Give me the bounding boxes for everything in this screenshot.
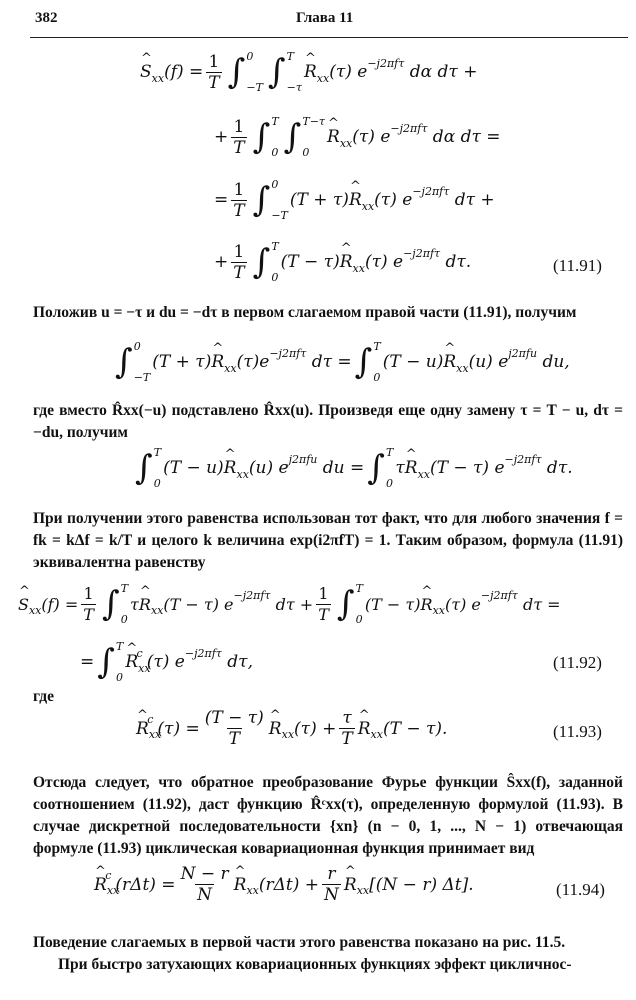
equation-11-91-line-4: + $\frac{1}{T}$ ∫ T 0 (T − τ) ^ R xx (τ) e −j2πfτ dτ. <box>214 240 471 284</box>
equation-substitution-1: ∫ 0 −T (T + τ) ^ R xx (τ)e −j2πfτ dτ = ∫ T 0 (T − u) ^ R xx (u) e j2πfu du, <box>112 340 570 384</box>
paragraph-substitution-1: Положив u = −τ и du = −dτ в первом слагаемом правой части (11.91), получим <box>33 304 577 321</box>
equation-11-91-line-3: = $\frac{1}{T}$ ∫ 0 −T (T + τ) ^ R xx (τ) e −j2πfτ dτ + <box>214 178 495 222</box>
equation-11-91-line-1: ^ S xx (f) = $\frac{1}{T}$ ∫ 0 −T ∫ T −τ ^ R xx (τ) e −j2πfτ dα dτ + <box>140 50 477 94</box>
paragraph-where: где <box>33 688 54 705</box>
paragraph-figure-reference: Поведение слагаемых в первой части этого равенства показано на рис. 11.5. <box>33 934 566 951</box>
equation-11-92-line-1: ^ S xx (f) = $\frac{1}{T}$ ∫ T 0 τ ^ R xx (T − τ) e −j2πfτ dτ + $\frac{1}{T}$ ∫ T 0 (T − τ) ^ R xx (τ) e −j2πfτ dτ = <box>18 582 561 626</box>
equation-11-93: ^ R xx c (τ) = $\frac{(T - \tau)}{T}$ ^ R xx (τ) + $\frac{\tau}{T}$ ^ R xx (T − τ). <box>136 708 447 749</box>
page-header <box>0 8 636 32</box>
paragraph-continuation: При быстро затухающих ковариационных функциях эффект цикличнос- <box>58 956 572 973</box>
equation-number-11-93: (11.93) <box>553 722 602 741</box>
equation-substitution-2: ∫ T 0 (T − u) ^ R xx (u) e j2πfu du = ∫ T 0 τ ^ R xx (T − τ) e −j2πfτ dτ. <box>132 446 573 490</box>
equation-number-11-91: (11.91) <box>553 256 602 275</box>
page-number: 382 <box>35 10 58 26</box>
equation-11-94: ^ R xx c (rΔt) = $\frac{N - r}{N}$ ^ R xx (rΔt) + $\frac{r}{N}$ ^ R xx [(N − r) Δt]. <box>94 864 474 905</box>
equation-11-92-line-2: = ∫ T 0 ^ R xx c (τ) e −j2πfτ dτ, <box>80 640 253 684</box>
equation-number-11-94: (11.94) <box>556 880 605 899</box>
paragraph-inverse-fourier: Отсюда следует, что обратное преобразование Фурье функции Ŝxx(f), заданной соотношением (11.92), даст функцию R̂ᶜxx(τ), определенную формулой (11.93). В случае дискретной последовательности {xn} (n − 0, 1, ..., N − 1) отвечающая формуле (11.93) циклическая ковариационная функция принимает вид <box>33 774 623 857</box>
header-rule <box>30 37 628 38</box>
paragraph-periodicity: При получении этого равенства использован тот факт, что для любого значения f = fk = kΔf = k/T и целого k величина exp(i2πfT) = 1. Таким образом, формула (11.91) эквивалентна равенству <box>33 510 623 571</box>
paragraph-substitution-2: где вместо R̂xx(−u) подставлено R̂xx(u). Произведя еще одну замену τ = T − u, dτ = −du, получим <box>33 402 623 441</box>
equation-11-91-line-2: + $\frac{1}{T}$ ∫ T 0 ∫ T−τ 0 ^ R xx (τ) e −j2πfτ dα dτ = <box>214 115 501 159</box>
chapter-title: Глава 11 <box>296 10 354 26</box>
equation-number-11-92: (11.92) <box>553 653 602 672</box>
